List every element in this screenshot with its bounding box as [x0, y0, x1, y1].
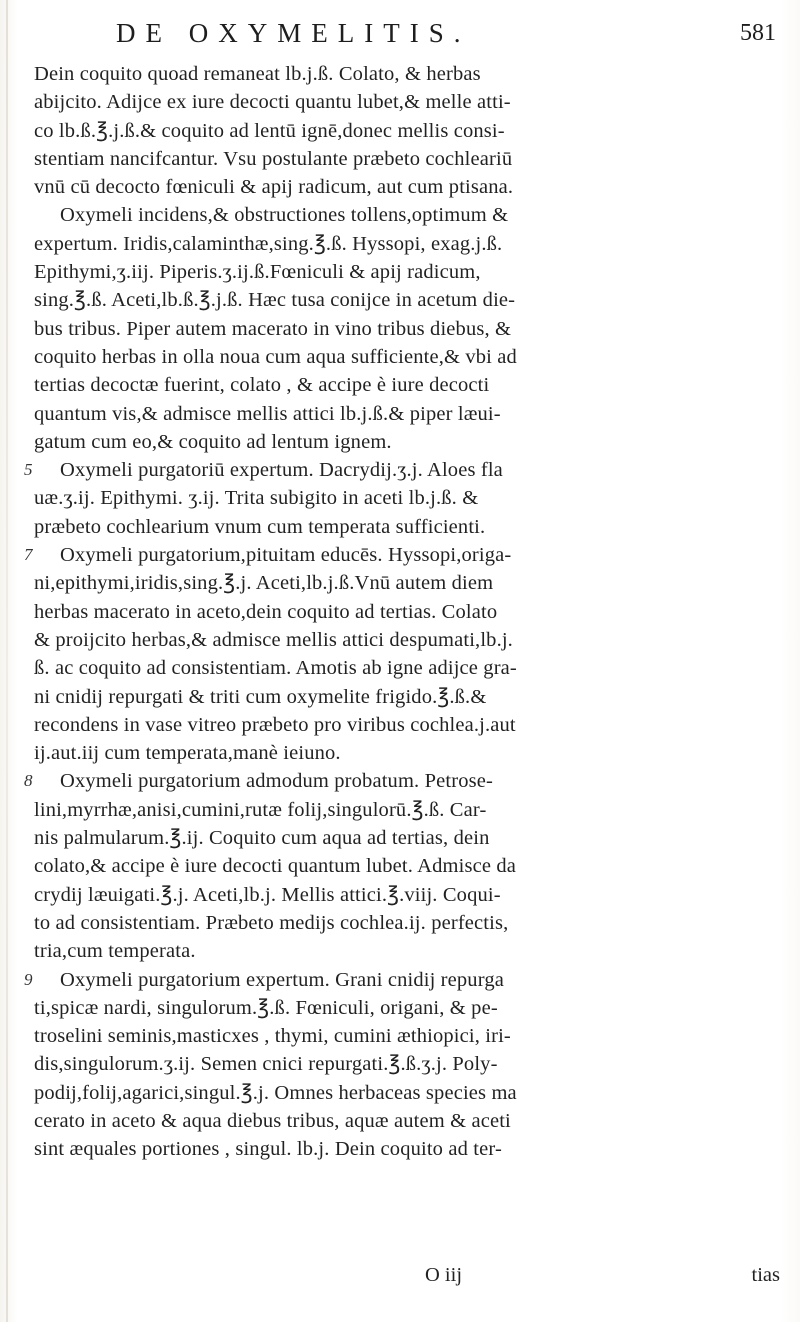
paragraph-number: 7 [24, 545, 33, 565]
line-text: sing.℥.ß. Aceti,lb.ß.℥.j.ß. Hæc tusa conijce in acetum die- [34, 289, 516, 312]
text-line [20, 1079, 780, 1107]
line-text: podij,folij,agarici,singul.℥.j. Omnes herbaceas species ma [34, 1081, 517, 1104]
line-text: Epithymi,ʒ.iij. Piperis.ʒ.ij.ß.Fœniculi & apij radicum, [34, 261, 481, 284]
line-text: ß. ac coquito ad consistentiam. Amotis ab igne adijce gra- [34, 657, 517, 680]
text-line [20, 994, 780, 1022]
text-line [20, 909, 780, 937]
paragraph-number: 9 [24, 969, 33, 989]
text-line [20, 88, 780, 116]
line-text: sint æquales portiones , singul. lb.j. Dein coquito ad ter- [34, 1138, 502, 1161]
line-text: troselini seminis,masticхes , thymi, cumini æthiopici, iri- [34, 1025, 511, 1048]
text-line [20, 881, 780, 909]
line-text: ti,spicæ nardi, singulorum.℥.ß. Fœniculi, origani, & pe- [34, 996, 498, 1019]
paragraph-number: 5 [24, 460, 33, 480]
text-line [20, 1050, 780, 1078]
line-text: tria,cum temperata. [34, 940, 196, 963]
text-line [20, 428, 780, 456]
text-line [20, 1135, 780, 1163]
line-text: vnū cū decocto fœniculi & apij radicum, aut cum ptisana. [34, 176, 514, 199]
line-text: co lb.ß.℥.j.ß.& coquito ad lentū ignē,donec mellis consi- [34, 119, 505, 142]
page-number: 581 [740, 20, 776, 46]
text-line [20, 796, 780, 824]
text-line [20, 711, 780, 739]
line-text: ni,epithymi,iridis,sing.℥.j. Aceti,lb.j.ß.Vnū autem diem [34, 572, 494, 595]
text-line [20, 400, 780, 428]
text-line [20, 1022, 780, 1050]
line-text: tertias decoctæ fuerint, colato , & accipe è iure decocti [34, 374, 490, 397]
line-text: colato,& accipe è iure decocti quantum lubet. Admisce da [34, 855, 517, 878]
line-text: herbas macerato in aceto,dein coquito ad tertias. Colato [34, 600, 498, 623]
line-text: nis palmularum.℥.ij. Coquito cum aqua ad tertias, dein [34, 827, 490, 850]
line-text: gatum cum eo,& coquito ad lentum ignem. [34, 430, 392, 453]
line-text: uæ.ʒ.ij. Epithymi. ʒ.ij. Trita subigito in aceti lb.j.ß. & [34, 487, 479, 510]
text-line [20, 626, 780, 654]
text-line [20, 598, 780, 626]
text-line [20, 852, 780, 880]
text-line [20, 117, 780, 145]
line-text: stentiam nancifcantur. Vsu postulante præbeto cochleariū [34, 147, 513, 170]
body-text [20, 60, 780, 1164]
line-text: Oxymeli purgatorium expertum. Grani cnidij repurga [60, 968, 504, 991]
line-text: præbeto cochlearium vnum cum temperata sufficienti. [34, 515, 486, 538]
text-line [20, 654, 780, 682]
text-line [20, 201, 780, 229]
text-line [20, 683, 780, 711]
line-text: cerato in aceto & aqua diebus tribus, aquæ autem & aceti [34, 1109, 511, 1132]
line-text: Oxymeli purgatorium admodum probatum. Petrose- [60, 770, 493, 793]
text-line [20, 937, 780, 965]
line-text: to ad consistentiam. Præbeto medijs cochlea.ij. perfectis, [34, 911, 509, 934]
text-line [20, 569, 780, 597]
line-text: abijcito. Adijce ex iure decocti quantu lubet,& melle atti- [34, 91, 511, 114]
line-text: dis,singulorum.ʒ.ij. Semen cnici repurgati.℥.ß.ʒ.j. Poly- [34, 1053, 498, 1076]
text-line [20, 286, 780, 314]
running-title: DE OXYMELITIS. [116, 18, 471, 48]
line-text: ij.aut.iij cum temperata,manè ieiuno. [34, 742, 341, 765]
text-line [20, 258, 780, 286]
line-text: recondens in vase vitreo præbeto pro viribus cochlea.j.aut [34, 713, 516, 736]
running-head [116, 18, 776, 54]
text-line [20, 1107, 780, 1135]
line-text: Oxymeli purgatoriū expertum. Dacrydij.ʒ.j. Aloes fla [60, 459, 503, 482]
text-line [20, 456, 780, 484]
text-line [20, 513, 780, 541]
line-text: expertum. Iridis,calaminthæ,sing.℥.ß. Hyssopi, exag.j.ß. [34, 232, 503, 255]
line-text: quantum vis,& admisce mellis attici lb.j.ß.& piper læui- [34, 402, 501, 425]
text-line [20, 739, 780, 767]
line-text: Oxymeli incidens,& obstructiones tollens,optimum & [60, 204, 509, 227]
text-line [20, 315, 780, 343]
line-text: & proijcito herbas,& admisce mellis attici despumati,lb.j. [34, 628, 513, 651]
line-text: coquito herbas in olla noua cum aqua sufficiente,& vbi ad [34, 345, 517, 368]
line-text: Oxymeli purgatorium,pituitam educēs. Hyssopi,origa- [60, 544, 512, 567]
text-line [20, 966, 780, 994]
line-text: bus tribus. Piper autem macerato in vino tribus diebus, & [34, 317, 512, 340]
text-line [20, 541, 780, 569]
catchword: tias [751, 1264, 780, 1286]
text-line [20, 145, 780, 173]
page-footer [20, 1264, 780, 1294]
line-text: Dein coquito quoad remaneat lb.j.ß. Colato, & herbas [34, 63, 481, 85]
line-text: crydij læuigati.℥.j. Aceti,lb.j. Mellis attici.℥.viij. Coqui- [34, 883, 501, 906]
text-line [20, 343, 780, 371]
text-line [20, 767, 780, 795]
line-text: ni cnidij repurgati & triti cum oxymelite frigido.℥.ß.& [34, 685, 487, 708]
text-line [20, 484, 780, 512]
text-line [20, 371, 780, 399]
line-text: lini,myrrhæ,anisi,cumini,rutæ folij,singulorū.℥.ß. Car- [34, 798, 487, 821]
text-line [20, 230, 780, 258]
text-line [20, 173, 780, 201]
gutter-shadow [6, 0, 8, 1322]
text-line [20, 824, 780, 852]
text-line [20, 60, 780, 88]
paragraph-number: 8 [24, 771, 33, 791]
signature-mark: O iij [425, 1264, 463, 1286]
